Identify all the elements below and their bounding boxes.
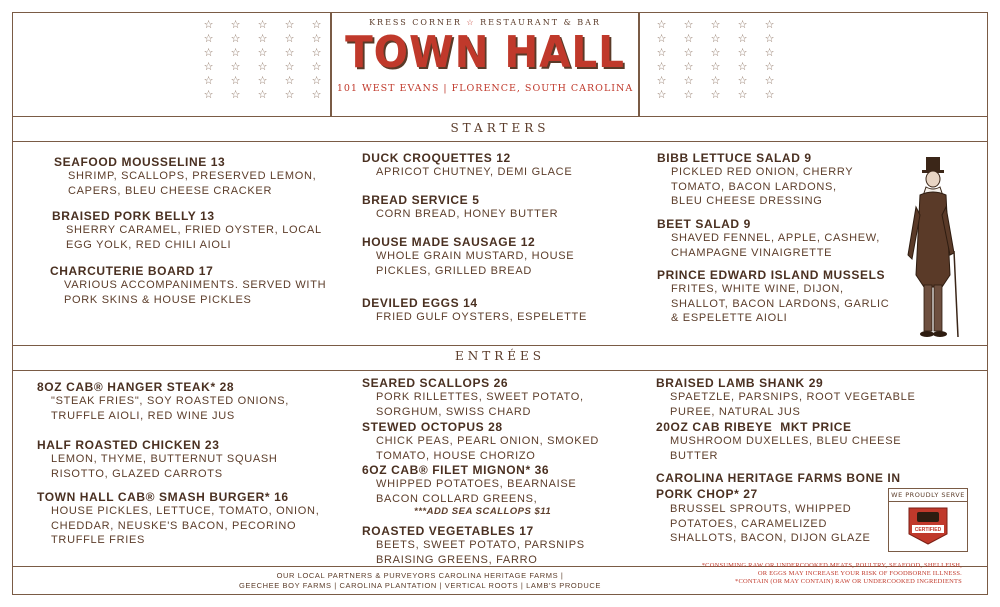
item-name: BREAD SERVICE 5 <box>362 193 480 207</box>
item-desc: BEETS, SWEET POTATO, PARSNIPS BRAISING GREENS, FARRO <box>376 539 585 566</box>
item-desc: MUSHROOM DUXELLES, BLEU CHEESE BUTTER <box>670 435 902 462</box>
kress-left: KRESS CORNER <box>369 18 462 27</box>
item-desc: "STEAK FRIES", SOY ROASTED ONIONS, TRUFFLE AIOLI, RED WINE JUS <box>51 395 290 422</box>
item-name: HOUSE MADE SAUSAGE 12 <box>362 235 536 249</box>
item-desc: FRIED GULF OYSTERS, ESPELETTE <box>376 311 588 323</box>
item-desc: SPAETZLE, PARSNIPS, ROOT VEGETABLE PUREE, NATURAL JUS <box>670 391 916 418</box>
menu-item <box>656 376 966 419</box>
menu-item <box>656 420 966 463</box>
item-desc: LEMON, THYME, BUTTERNUT SQUASH RISOTTO, GLAZED CARROTS <box>51 453 278 480</box>
menu-item <box>362 296 632 325</box>
menu-item <box>37 490 337 548</box>
header-title-block <box>330 12 640 116</box>
consumer-advisory <box>660 562 962 586</box>
star-icon: ☆ <box>466 18 481 27</box>
item-name: BRAISED PORK BELLY 13 <box>52 209 215 223</box>
item-name: BIBB LETTUCE SALAD 9 <box>657 151 812 165</box>
menu-item <box>362 235 632 278</box>
right-star-field: ☆ ☆ ☆ ☆ ☆ ☆ ☆ ☆ ☆ ☆ ☆ ☆ ☆ ☆ ☆ ☆ ☆ ☆ ☆ ☆ ☆ ☆ ☆ ☆ ☆ ☆ ☆ ☆ ☆ ☆ <box>648 18 783 102</box>
item-name: CAROLINA HERITAGE FARMS BONE IN PORK CHOP* 27 <box>656 471 901 501</box>
item-name: HALF ROASTED CHICKEN 23 <box>37 438 220 452</box>
item-desc: HOUSE PICKLES, LETTUCE, TOMATO, ONION, CHEDDAR, NEUSKE'S BACON, PECORINO TRUFFLE FRIES <box>51 505 320 546</box>
menu-item <box>362 420 637 463</box>
menu-item <box>362 463 637 517</box>
kress-line <box>332 18 638 27</box>
star-icon: ☆ <box>656 18 667 31</box>
item-desc: SHERRY CARAMEL, FRIED OYSTER, LOCAL EGG YOLK, RED CHILI AIOLI <box>66 224 322 251</box>
item-desc: BRUSSEL SPROUTS, WHIPPED POTATOES, CARAMELIZED SHALLOTS, BACON, DIJON GLAZE <box>670 503 871 544</box>
section-title-entrees: ENTRÉES <box>454 349 546 363</box>
item-name: TOWN HALL CAB® SMASH BURGER* 16 <box>37 490 289 504</box>
footer-partners <box>200 571 640 591</box>
item-desc: FRITES, WHITE WINE, DIJON, SHALLOT, BACON LARDONS, GARLIC & ESPELETTE AIOLI <box>671 283 890 324</box>
menu-item <box>52 209 332 252</box>
divider <box>12 116 988 117</box>
item-desc: SHAVED FENNEL, APPLE, CASHEW, CHAMPAGNE VINAIGRETTE <box>671 232 880 259</box>
item-name: BRAISED LAMB SHANK 29 <box>656 376 824 390</box>
divider <box>12 345 988 346</box>
item-name: 20OZ CAB RIBEYE MKT PRICE <box>656 420 852 434</box>
item-name: CHARCUTERIE BOARD 17 <box>50 264 214 278</box>
menu-item <box>657 268 902 326</box>
item-desc: CORN BREAD, HONEY BUTTER <box>376 208 559 220</box>
address: 101 WEST EVANS | FLORENCE, SOUTH CAROLINA <box>336 83 634 94</box>
warning-line: *CONTAIN (OR MAY CONTAIN) RAW OR UNDERCOOKED INGREDIENTS <box>735 578 962 585</box>
angus-beef-logo-icon <box>905 504 951 546</box>
item-name: BEET SALAD 9 <box>657 217 751 231</box>
item-desc: PICKLED RED ONION, CHERRY TOMATO, BACON LARDONS, BLEU CHEESE DRESSING <box>671 166 854 207</box>
add-on-note: ***ADD SEA SCALLOPS $11 <box>414 506 552 517</box>
item-desc: SHRIMP, SCALLOPS, PRESERVED LEMON, CAPERS, BLEU CHEESE CRACKER <box>68 170 317 197</box>
restaurant-logo-title: TOWN HALL <box>345 27 625 78</box>
badge-serve-text: WE PROUDLY SERVE <box>889 489 967 502</box>
divider <box>12 141 988 142</box>
menu-item <box>54 155 334 198</box>
menu-item <box>362 151 632 180</box>
gentleman-illustration <box>902 155 964 340</box>
item-desc: PORK RILLETTES, SWEET POTATO, SORGHUM, SWISS CHARD <box>376 391 584 418</box>
warning-line: *CONSUMING RAW OR UNDERCOOKED MEATS, POULTRY, SEAFOOD, SHELLFISH, <box>701 562 962 569</box>
left-star-field: ☆ ☆ ☆ ☆ ☆ ☆ ☆ ☆ ☆ ☆ ☆ ☆ ☆ ☆ ☆ ☆ ☆ ☆ ☆ ☆ ☆ ☆ ☆ ☆ ☆ ☆ ☆ ☆ ☆ ☆ <box>195 18 330 102</box>
footer-line: OUR LOCAL PARTNERS & PURVEYORS CAROLINA HERITAGE FARMS | <box>276 571 564 580</box>
menu-item <box>37 438 337 481</box>
warning-line: OR EGGS MAY INCREASE YOUR RISK OF FOODBORNE ILLNESS. <box>757 570 962 577</box>
star-icon: ☆ <box>203 18 214 31</box>
item-desc: WHIPPED POTATOES, BEARNAISE BACON COLLARD GREENS, <box>376 478 577 505</box>
section-title-starters: STARTERS <box>450 121 550 135</box>
menu-item <box>37 380 337 423</box>
item-name: DEVILED EGGS 14 <box>362 296 478 310</box>
item-desc: VARIOUS ACCOMPANIMENTS. SERVED WITH PORK SKINS & HOUSE PICKLES <box>64 279 327 306</box>
menu-item <box>656 470 901 546</box>
item-name: ROASTED VEGETABLES 17 <box>362 524 534 538</box>
menu-item <box>657 151 897 209</box>
item-name: SEAFOOD MOUSSELINE 13 <box>54 155 226 169</box>
item-name: 8OZ CAB® HANGER STEAK* 28 <box>37 380 235 394</box>
item-desc: APRICOT CHUTNEY, DEMI GLACE <box>376 166 573 178</box>
footer-line: GEECHEE BOY FARMS | CAROLINA PLANTATION | VERTICAL ROOTS | LAMB'S PRODUCE <box>239 581 601 590</box>
item-name: 6OZ CAB® FILET MIGNON* 36 <box>362 463 550 477</box>
menu-item <box>50 264 330 307</box>
divider <box>12 370 988 371</box>
menu-item <box>362 193 632 222</box>
item-name: PRINCE EDWARD ISLAND MUSSELS <box>657 268 886 282</box>
item-desc: CHICK PEAS, PEARL ONION, SMOKED TOMATO, HOUSE CHORIZO <box>376 435 600 462</box>
item-name: SEARED SCALLOPS 26 <box>362 376 509 390</box>
item-name: STEWED OCTOPUS 28 <box>362 420 503 434</box>
menu-item <box>657 217 897 260</box>
item-desc: WHOLE GRAIN MUSTARD, HOUSE PICKLES, GRILLED BREAD <box>376 250 575 277</box>
kress-right: RESTAURANT & BAR <box>480 18 601 27</box>
item-name: DUCK CROQUETTES 12 <box>362 151 511 165</box>
certified-angus-beef-badge <box>888 488 968 552</box>
menu-item <box>362 524 637 567</box>
menu-item <box>362 376 637 419</box>
svg-text:CERTIFIED: CERTIFIED <box>914 527 942 533</box>
